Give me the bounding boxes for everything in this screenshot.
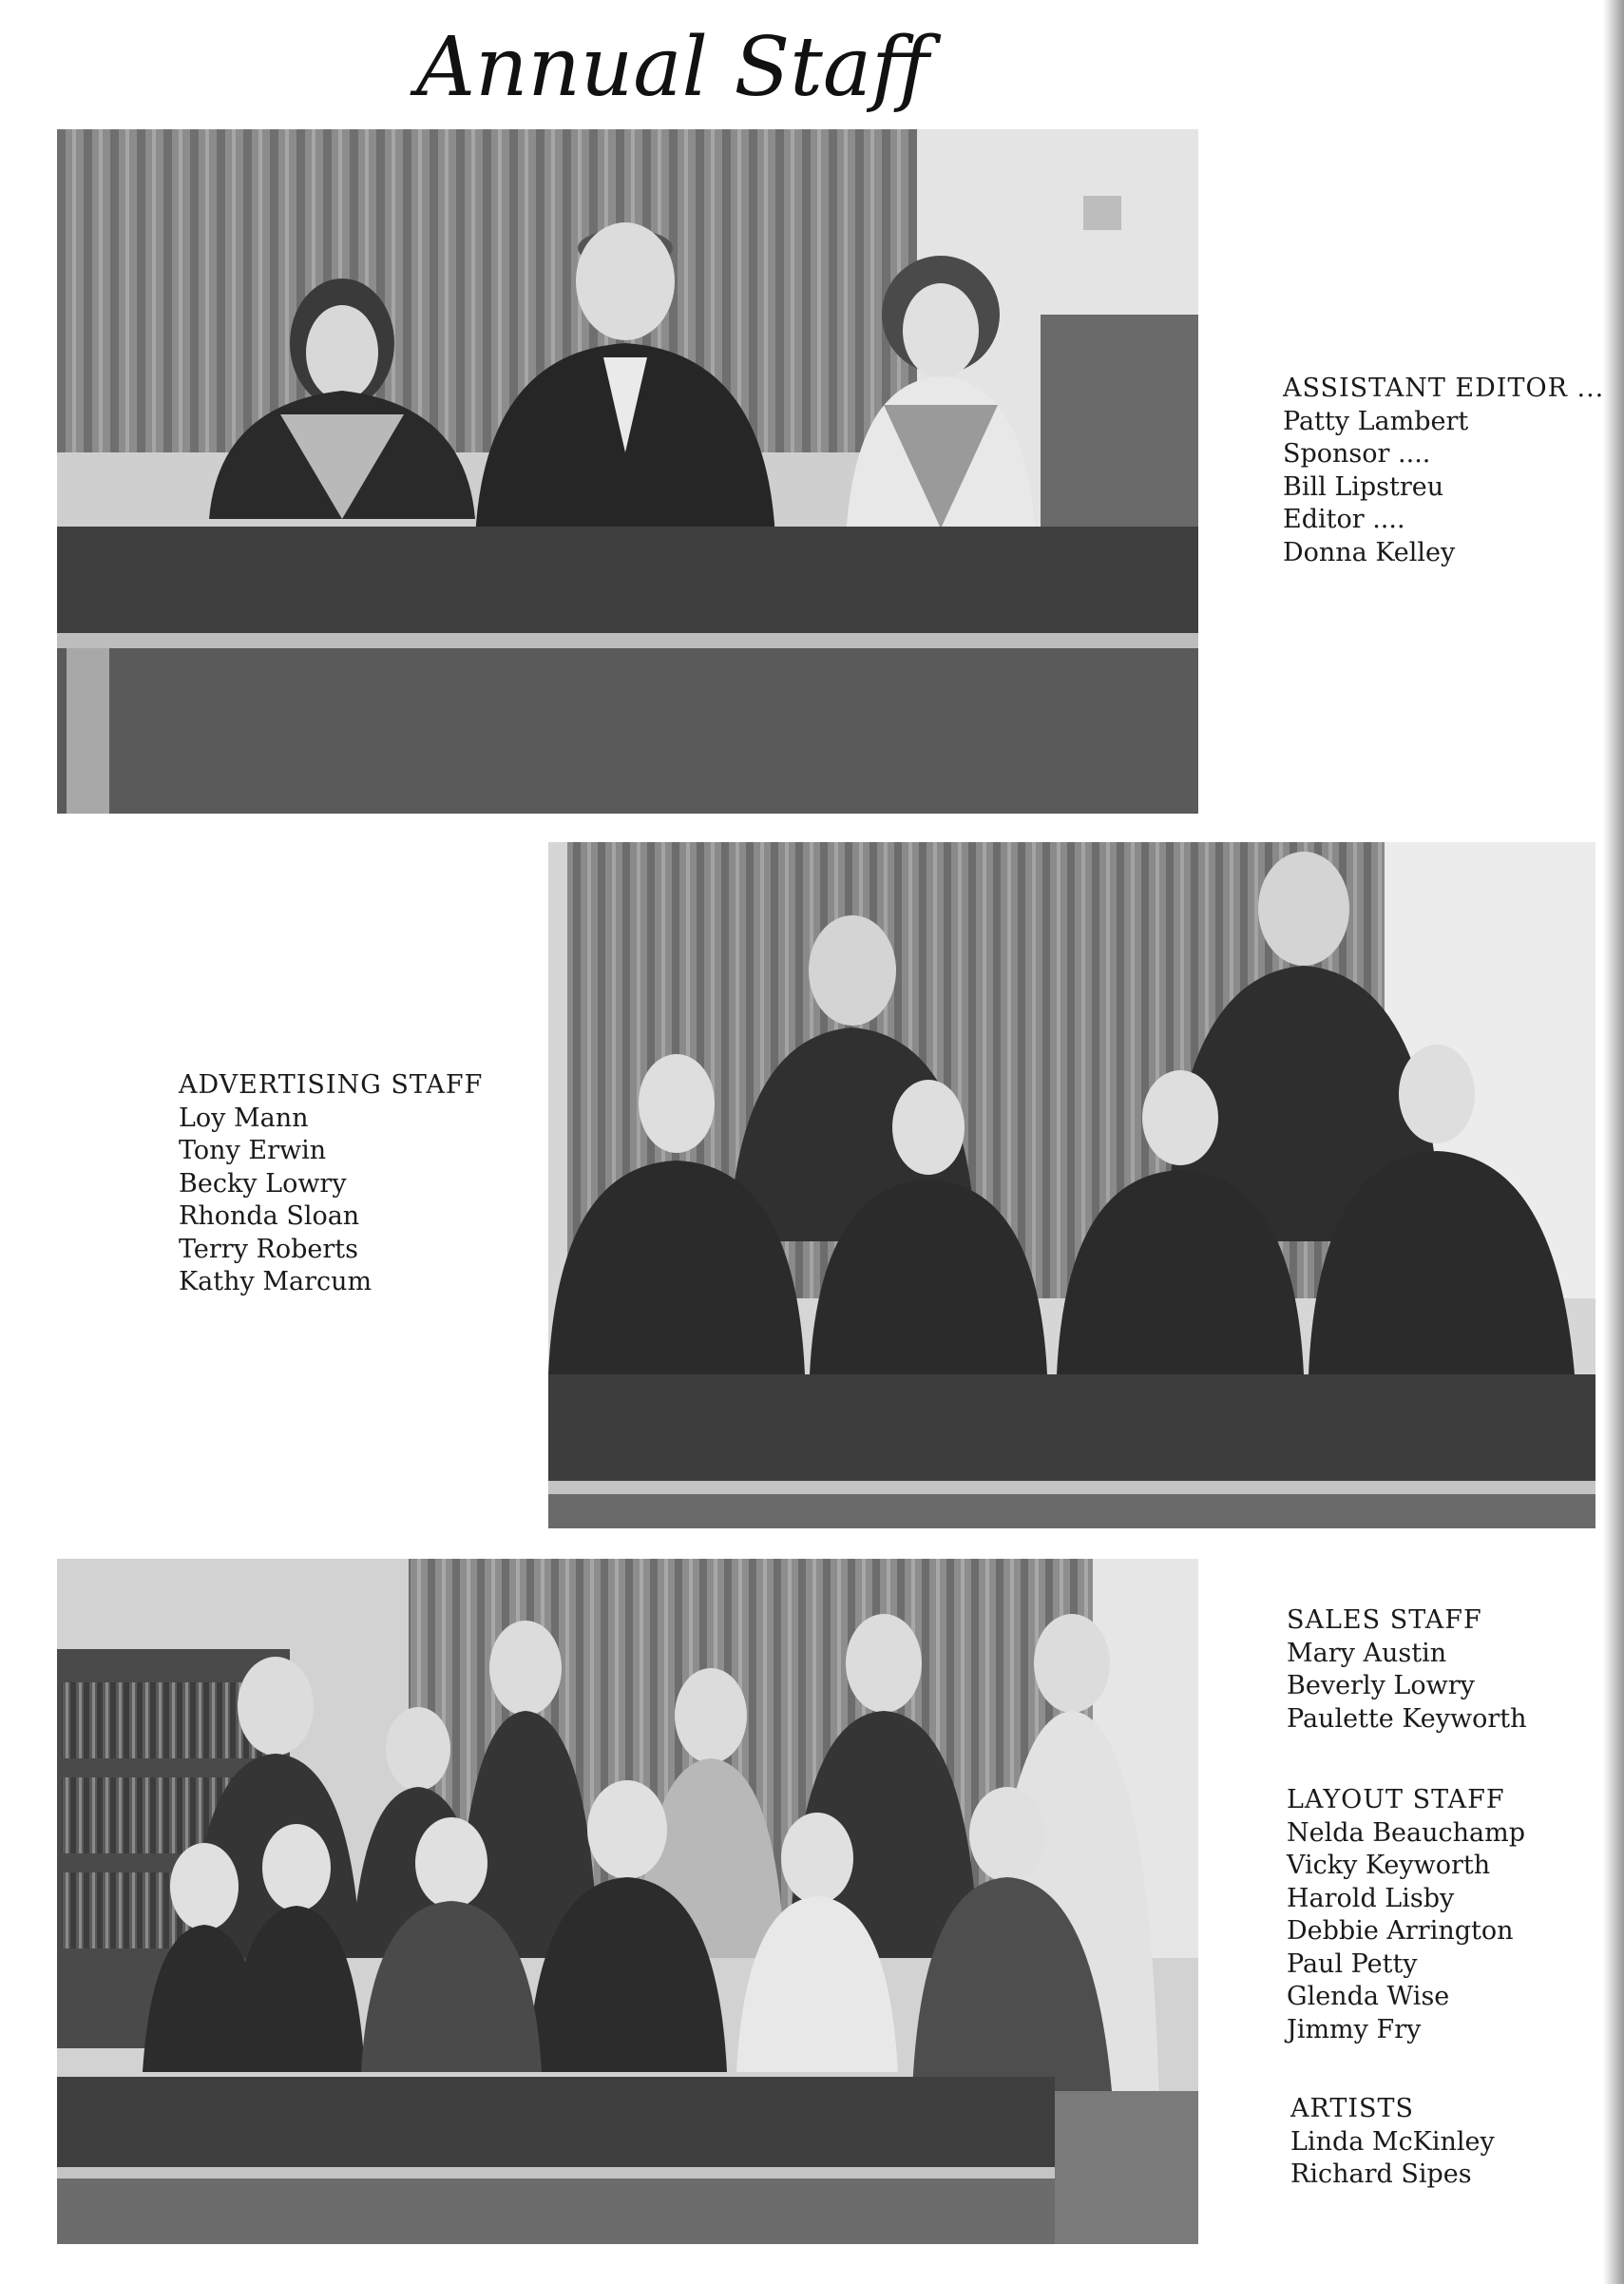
page-edge-shadow — [1603, 0, 1624, 2284]
layout-member: Vicky Keyworth — [1287, 1851, 1491, 1880]
artist-member: Richard Sipes — [1290, 2159, 1472, 2189]
artists-heading: ARTISTS — [1290, 2094, 1415, 2123]
staff-group-photo-illustration — [57, 1559, 1198, 2244]
staff-group-photo — [57, 1559, 1198, 2244]
advertising-member: Tony Erwin — [179, 1136, 327, 1165]
editor-name: Donna Kelley — [1283, 537, 1456, 567]
layout-member: Jimmy Fry — [1287, 2014, 1422, 2044]
advertising-member: Becky Lowry — [179, 1168, 347, 1199]
advertising-member: Kathy Marcum — [179, 1267, 373, 1296]
artist-member: Linda McKinley — [1290, 2126, 1495, 2157]
layout-staff-heading: LAYOUT STAFF — [1287, 1785, 1505, 1814]
advertising-staff-photo-illustration — [548, 842, 1595, 1528]
layout-member: Debbie Arrington — [1287, 1916, 1514, 1946]
layout-member: Nelda Beauchamp — [1287, 1817, 1526, 1848]
page-title: Annual Staff — [416, 20, 930, 115]
sales-staff-caption — [1287, 1604, 1527, 1736]
sponsor-name: Bill Lipstreu — [1283, 471, 1444, 502]
editors-photo-illustration — [57, 129, 1198, 814]
sales-member: Paulette Keyworth — [1287, 1703, 1527, 1734]
advertising-member: Loy Mann — [179, 1103, 309, 1133]
layout-member: Paul Petty — [1287, 1948, 1418, 1979]
artists-caption — [1290, 2093, 1495, 2192]
assistant-editor-label: ASSISTANT EDITOR ... — [1283, 374, 1605, 403]
layout-member: Glenda Wise — [1287, 1982, 1450, 2011]
sales-member: Beverly Lowry — [1287, 1671, 1475, 1700]
advertising-member: Rhonda Sloan — [179, 1201, 360, 1231]
advertising-staff-caption — [179, 1069, 483, 1299]
advertising-member: Terry Roberts — [179, 1234, 358, 1264]
layout-staff-caption — [1287, 1784, 1525, 2046]
advertising-staff-heading: ADVERTISING STAFF — [179, 1070, 484, 1100]
advertising-staff-photo — [548, 842, 1595, 1528]
layout-member: Harold Lisby — [1287, 1883, 1455, 1913]
editor-label: Editor .... — [1283, 505, 1405, 534]
editors-photo — [57, 129, 1198, 814]
sales-member: Mary Austin — [1287, 1638, 1447, 1668]
sponsor-label: Sponsor .... — [1283, 439, 1431, 469]
assistant-editor-name: Patty Lambert — [1283, 406, 1469, 436]
sales-staff-heading: SALES STAFF — [1287, 1605, 1482, 1635]
editors-caption — [1283, 373, 1604, 569]
